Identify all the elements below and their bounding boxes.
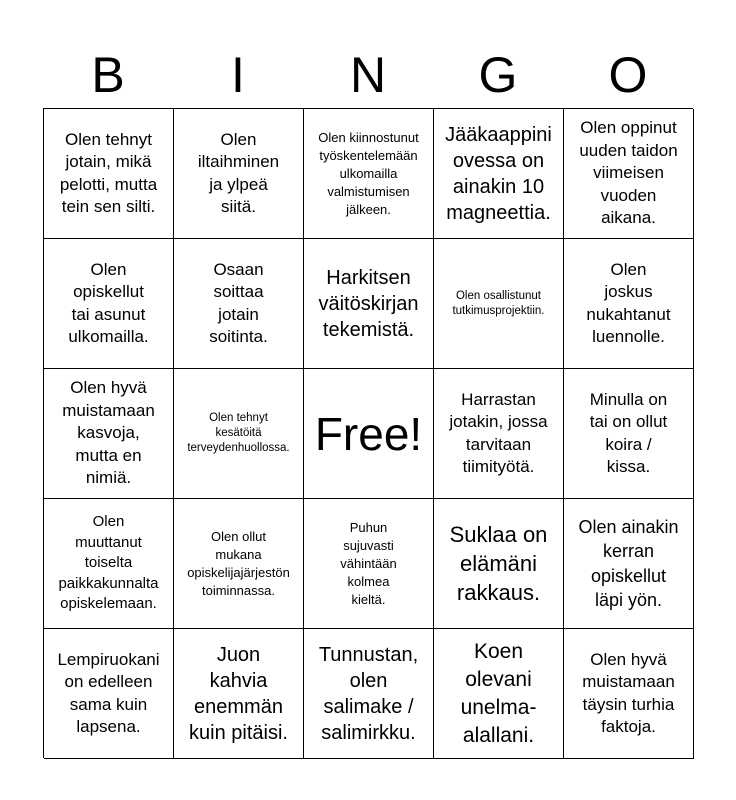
cell-text: Puhun sujuvasti vähintään kolmea kieltä. xyxy=(340,519,397,607)
bingo-cell xyxy=(304,109,434,239)
cell-text: Olen kiinnostunut työskentelemään ulkomailla valmistumisen jälkeen. xyxy=(318,129,419,217)
header-letter-i: I xyxy=(231,47,245,103)
cell-text: Osaan soittaa jotain soitinta. xyxy=(209,259,268,346)
cell-text: Harrastan jotakin, jossa tarvitaan tiimityötä. xyxy=(449,389,548,476)
cell-text: Olen hyvä muistamaan kasvoja, mutta en nimiä. xyxy=(62,378,155,488)
bingo-cell xyxy=(304,629,434,759)
header-letter-n: N xyxy=(349,47,387,103)
bingo-cell xyxy=(434,629,564,759)
cell-text: Olen tehnyt jotain, mikä pelotti, mutta tein sen silti. xyxy=(59,129,158,216)
cell-text: Koen olevani unelma- alallani. xyxy=(460,639,537,747)
cell-text: Olen osallistunut tutkimusprojektiin. xyxy=(452,289,545,317)
free-space xyxy=(304,369,434,499)
header-letter-o: O xyxy=(608,47,648,103)
bingo-cell xyxy=(304,239,434,369)
bingo-cell xyxy=(174,629,304,759)
cell-text: Olen joskus nukahtanut luennolle. xyxy=(586,259,671,346)
bingo-cell xyxy=(44,629,174,759)
cell-text: Olen iltaihminen ja ylpeä siitä. xyxy=(197,129,280,216)
header-letter-g: G xyxy=(478,47,518,103)
bingo-cell xyxy=(174,499,304,629)
bingo-cell xyxy=(434,499,564,629)
cell-text: Harkitsen väitöskirjan tekemistä. xyxy=(318,266,419,341)
bingo-cell xyxy=(174,239,304,369)
header-letter-b: B xyxy=(91,47,125,103)
cell-text: Tunnustan, olen salimake / salimirkku. xyxy=(318,643,419,744)
bingo-cell xyxy=(564,629,694,759)
bingo-cell xyxy=(44,499,174,629)
cell-text: Jääkaappini ovessa on ainakin 10 magneettia. xyxy=(445,123,552,224)
bingo-cell xyxy=(564,239,694,369)
cell-text: Olen opiskellut tai asunut ulkomailla. xyxy=(68,259,149,346)
bingo-cell xyxy=(434,369,564,499)
bingo-board xyxy=(43,108,693,758)
bingo-cell xyxy=(564,109,694,239)
bingo-cell xyxy=(564,369,694,499)
bingo-cell xyxy=(564,499,694,629)
cell-text: Olen hyvä muistamaan täysin turhia faktoja. xyxy=(582,649,675,736)
cell-text: Lempiruokani on edelleen sama kuin lapsena. xyxy=(57,649,160,736)
bingo-cell xyxy=(434,239,564,369)
bingo-cell xyxy=(44,369,174,499)
bingo-cell xyxy=(434,109,564,239)
cell-text: Olen oppinut uuden taidon viimeisen vuoden aikana. xyxy=(579,118,678,228)
cell-text: Olen muuttanut toiselta paikkakunnalta opiskelemaan. xyxy=(58,513,159,613)
cell-text: Olen tehnyt kesätöitä terveydenhuollossa. xyxy=(187,412,290,454)
bingo-cell xyxy=(44,109,174,239)
bingo-cell xyxy=(174,369,304,499)
bingo-cell xyxy=(174,109,304,239)
cell-text: Olen ollut mukana opiskelijajärjestön toiminnassa. xyxy=(187,528,290,598)
cell-text: Minulla on tai on ollut koira / kissa. xyxy=(589,389,668,476)
bingo-cell xyxy=(44,239,174,369)
cell-text: Juon kahvia enemmän kuin pitäisi. xyxy=(189,643,288,744)
free-space-label: Free! xyxy=(314,407,423,460)
cell-text: Olen ainakin kerran opiskellut läpi yön. xyxy=(578,516,679,610)
cell-text: Suklaa on elämäni rakkaus. xyxy=(449,522,548,605)
bingo-cell xyxy=(304,499,434,629)
bingo-header xyxy=(43,42,693,108)
